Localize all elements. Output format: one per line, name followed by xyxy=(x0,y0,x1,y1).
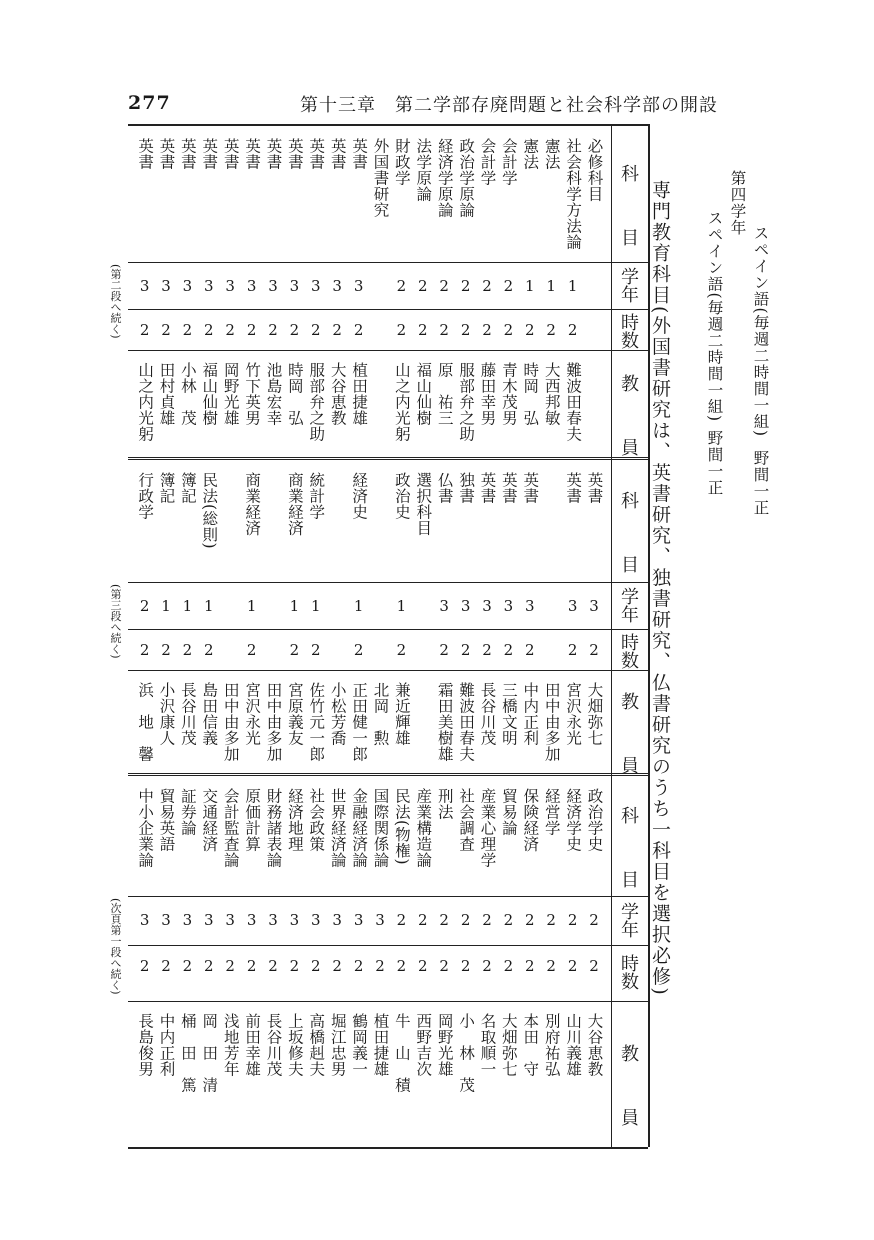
hours-cell: 2 xyxy=(182,321,193,339)
subject-cell: 世界経済論 xyxy=(328,788,347,868)
teacher-cell: 服部弁之助 xyxy=(307,362,326,442)
teacher-cell: 西野吉次 xyxy=(414,1013,433,1077)
subject-cell: 英書 xyxy=(307,138,326,170)
header-teacher: 教 員 xyxy=(618,373,639,470)
year-cell: 3 xyxy=(589,597,599,615)
teacher-cell: 中内正利 xyxy=(521,682,540,746)
subject-cell: 仏書 xyxy=(435,472,454,504)
hours-cell: 2 xyxy=(161,641,171,659)
page-number: 277 xyxy=(128,92,171,114)
year-cell: 2 xyxy=(525,911,535,929)
hours-cell: 2 xyxy=(589,641,599,659)
header-hours: 時数 xyxy=(618,954,639,990)
year-cell: 3 xyxy=(268,911,278,929)
band-divider xyxy=(128,582,648,583)
teacher-cell: 山之内光躬 xyxy=(136,362,155,442)
teacher-cell: 小林 茂 xyxy=(178,362,197,426)
hours-cell: 2 xyxy=(482,957,492,975)
hours-cell: 2 xyxy=(246,957,257,975)
subject-cell: 政治学原論 xyxy=(457,138,476,218)
hours-cell: 2 xyxy=(182,641,193,659)
note-spanish-1-teacher: 野間一正 xyxy=(751,450,770,516)
hours-cell: 2 xyxy=(503,641,514,659)
note-specialized-subjects: 専門教育科目(外国書研究は、英書研究、独書研究、仏書研究のうち一科目を選択必修) xyxy=(649,180,671,997)
teacher-cell: 難波田春夫 xyxy=(457,682,476,762)
hours-cell: 2 xyxy=(332,321,342,339)
year-cell: 1 xyxy=(396,597,407,615)
year-cell: 3 xyxy=(567,597,578,615)
teacher-cell: 時岡 弘 xyxy=(521,362,540,426)
teacher-cell: 田中由多加 xyxy=(221,682,240,762)
subject-cell: 国際関係論 xyxy=(371,788,390,868)
year-cell: 3 xyxy=(332,277,342,295)
teacher-cell: 宮沢永光 xyxy=(564,682,583,746)
subject-cell: 英書 xyxy=(564,472,583,504)
teacher-cell: 堀江忠男 xyxy=(328,1013,347,1077)
subject-cell: 英書 xyxy=(157,138,176,170)
year-cell: 1 xyxy=(161,597,171,615)
hours-cell: 2 xyxy=(332,957,342,975)
band-divider xyxy=(128,896,648,897)
teacher-cell: 田村貞雄 xyxy=(157,362,176,426)
hours-cell: 2 xyxy=(482,321,492,339)
year-cell: 1 xyxy=(182,597,193,615)
year-cell: 2 xyxy=(460,911,471,929)
teacher-cell: 長谷川茂 xyxy=(478,682,497,746)
teacher-cell: 名取順一 xyxy=(478,1013,497,1077)
subject-cell: 英書 xyxy=(521,472,540,504)
teacher-cell: 小松芳喬 xyxy=(328,682,347,746)
year-cell: 2 xyxy=(589,911,599,929)
hours-cell: 2 xyxy=(460,957,471,975)
subject-cell: 経済史 xyxy=(350,472,369,520)
hours-cell: 2 xyxy=(460,321,471,339)
teacher-cell: 植田捷雄 xyxy=(350,362,369,426)
subject-cell: 貿易英語 xyxy=(157,788,176,852)
teacher-cell: 前田幸雄 xyxy=(243,1013,262,1077)
hours-cell: 2 xyxy=(375,957,385,975)
hours-cell: 2 xyxy=(246,321,257,339)
teacher-cell: 時岡 弘 xyxy=(285,362,304,426)
teacher-cell: 長谷川茂 xyxy=(264,1013,283,1077)
year-cell: 2 xyxy=(503,911,514,929)
year-cell: 3 xyxy=(332,911,342,929)
year-cell: 2 xyxy=(439,277,449,295)
subject-cell: 中小企業論 xyxy=(136,788,155,868)
hours-cell: 2 xyxy=(161,957,171,975)
hours-cell: 2 xyxy=(418,957,428,975)
year-cell: 2 xyxy=(546,911,556,929)
subject-cell: 産業構造論 xyxy=(414,788,433,868)
band-divider xyxy=(128,945,648,946)
year-cell: 3 xyxy=(161,277,171,295)
year-cell: 3 xyxy=(289,911,300,929)
subject-cell: 政治学史 xyxy=(585,788,604,852)
subject-cell: 憲法 xyxy=(521,138,540,170)
subject-cell: 商業経済 xyxy=(285,472,304,536)
hours-cell: 2 xyxy=(268,321,278,339)
running-head: 第十三章 第二学部存廃問題と社会科学部の開設 xyxy=(300,95,718,116)
year-cell: 3 xyxy=(246,911,257,929)
year-cell: 2 xyxy=(396,277,407,295)
year-cell: 1 xyxy=(246,597,257,615)
subject-cell: 英書 xyxy=(200,138,219,170)
band-divider xyxy=(128,309,648,310)
year-cell: 3 xyxy=(439,597,449,615)
teacher-cell: 竹下英男 xyxy=(243,362,262,426)
continuation-note: (第二段へ続く) xyxy=(109,264,122,339)
subject-cell: 英書 xyxy=(350,138,369,170)
teacher-cell: 植田捷雄 xyxy=(371,1013,390,1077)
year-cell: 2 xyxy=(418,277,428,295)
year-cell: 3 xyxy=(139,911,150,929)
teacher-cell: 桶 田 篤 xyxy=(178,1013,197,1093)
hours-cell: 2 xyxy=(546,321,556,339)
teacher-cell: 別府祐弘 xyxy=(542,1013,561,1077)
teacher-cell: 岡野光雄 xyxy=(221,362,240,426)
hours-cell: 2 xyxy=(311,321,321,339)
year-cell: 3 xyxy=(182,277,193,295)
hours-cell: 2 xyxy=(289,321,300,339)
hours-cell: 2 xyxy=(396,321,407,339)
hours-cell: 2 xyxy=(204,641,214,659)
hours-cell: 2 xyxy=(439,321,449,339)
hours-cell: 2 xyxy=(268,957,278,975)
hours-cell: 2 xyxy=(353,957,364,975)
header-year: 学年 xyxy=(618,266,639,303)
hours-cell: 2 xyxy=(353,321,364,339)
teacher-cell: 長谷川茂 xyxy=(178,682,197,746)
teacher-cell: 岡 田 清 xyxy=(200,1013,219,1093)
year-cell: 3 xyxy=(161,911,171,929)
subject-cell: 簿記 xyxy=(157,472,176,504)
subject-cell: 会計学 xyxy=(499,138,518,186)
header-hours: 時数 xyxy=(618,633,639,669)
subject-cell: 民法(物権) xyxy=(392,788,411,866)
teacher-cell: 岡野光雄 xyxy=(435,1013,454,1077)
subject-cell: 法学原論 xyxy=(414,138,433,202)
hours-cell: 2 xyxy=(567,641,578,659)
year-cell: 3 xyxy=(353,911,364,929)
header-hours: 時数 xyxy=(618,313,639,349)
hours-cell: 2 xyxy=(546,957,556,975)
year-cell: 3 xyxy=(525,597,535,615)
subject-cell: 統計学 xyxy=(307,472,326,520)
subject-cell: 行政学 xyxy=(136,472,155,520)
teacher-cell: 宮沢永光 xyxy=(243,682,262,746)
teacher-cell: 本田 守 xyxy=(521,1013,540,1077)
teacher-cell: 正田健一郎 xyxy=(350,682,369,762)
continuation-note: (第三段へ続く) xyxy=(109,584,122,659)
subject-cell: 独書 xyxy=(457,472,476,504)
subject-cell: 貿易論 xyxy=(499,788,518,836)
hours-cell: 2 xyxy=(460,641,471,659)
teacher-cell: 三橋文明 xyxy=(499,682,518,746)
subject-cell: 英書 xyxy=(221,138,240,170)
year-cell: 2 xyxy=(418,911,428,929)
subject-cell: 財政学 xyxy=(392,138,411,186)
teacher-cell: 鶴岡義一 xyxy=(350,1013,369,1077)
teacher-cell: 兼近輝雄 xyxy=(392,682,411,746)
teacher-cell: 北岡 勲 xyxy=(371,682,390,746)
teacher-cell: 大畑弥七 xyxy=(585,682,604,746)
teacher-cell: 中内正利 xyxy=(157,1013,176,1077)
year-cell: 1 xyxy=(204,597,214,615)
header-subject: 科 目 xyxy=(618,491,639,587)
year-cell: 3 xyxy=(289,277,300,295)
teacher-cell: 大谷恵教 xyxy=(585,1013,604,1077)
hours-cell: 2 xyxy=(418,321,428,339)
header-teacher: 教 員 xyxy=(618,691,639,788)
hours-cell: 2 xyxy=(204,321,214,339)
hours-cell: 2 xyxy=(311,957,321,975)
hours-cell: 2 xyxy=(225,321,235,339)
hours-cell: 2 xyxy=(439,957,449,975)
subject-cell: 英書 xyxy=(264,138,283,170)
teacher-cell: 田中由多加 xyxy=(542,682,561,762)
header-teacher: 教 員 xyxy=(618,1044,639,1140)
teacher-cell: 難波田春夫 xyxy=(564,362,583,442)
year-cell: 3 xyxy=(225,277,235,295)
year-cell: 3 xyxy=(225,911,235,929)
hours-cell: 2 xyxy=(289,957,300,975)
hours-cell: 2 xyxy=(246,641,257,659)
year-cell: 3 xyxy=(311,911,321,929)
teacher-cell: 山川義雄 xyxy=(564,1013,583,1077)
note-spanish-2-teacher: 野間一正 xyxy=(705,430,724,496)
subject-cell: 英書 xyxy=(136,138,155,170)
year-cell: 3 xyxy=(353,277,364,295)
teacher-cell: 大畑弥七 xyxy=(499,1013,518,1077)
hours-cell: 2 xyxy=(182,957,193,975)
subject-cell: 英書 xyxy=(328,138,347,170)
year-cell: 3 xyxy=(182,911,193,929)
teacher-cell: 福山仙樹 xyxy=(200,362,219,426)
teacher-cell: 服部弁之助 xyxy=(457,362,476,442)
band-divider xyxy=(128,1001,648,1002)
teacher-cell: 長島俊男 xyxy=(136,1013,155,1077)
year-cell: 1 xyxy=(289,597,300,615)
teacher-cell: 島田信義 xyxy=(200,682,219,746)
header-subject: 科 目 xyxy=(618,806,639,902)
header-year: 学年 xyxy=(618,586,639,623)
subject-cell: 経済学史 xyxy=(564,788,583,852)
subject-cell: 交通経済 xyxy=(200,788,219,852)
year-cell: 3 xyxy=(375,911,385,929)
subject-cell: 産業心理学 xyxy=(478,788,497,868)
subject-cell: 証券論 xyxy=(178,788,197,836)
hours-cell: 2 xyxy=(139,321,150,339)
band-divider xyxy=(128,670,648,671)
subject-cell: 政治史 xyxy=(392,472,411,520)
teacher-cell: 上坂修夫 xyxy=(285,1013,304,1077)
subject-cell: 憲法 xyxy=(542,138,561,170)
subject-cell: 会計監査論 xyxy=(221,788,240,868)
teacher-cell: 藤田幸男 xyxy=(478,362,497,426)
year-cell: 3 xyxy=(311,277,321,295)
hours-cell: 2 xyxy=(289,641,300,659)
subject-cell: 経済地理 xyxy=(285,788,304,852)
hours-cell: 2 xyxy=(161,321,171,339)
subject-cell: 経済学原論 xyxy=(435,138,454,218)
year-cell: 2 xyxy=(460,277,471,295)
hours-cell: 2 xyxy=(589,957,599,975)
subject-cell: 英書 xyxy=(243,138,262,170)
subject-cell: 英書 xyxy=(478,472,497,504)
year-cell: 2 xyxy=(482,277,492,295)
header-subject: 科 目 xyxy=(618,164,639,260)
teacher-cell: 小 林 茂 xyxy=(457,1013,476,1093)
subject-cell: 商業経済 xyxy=(243,472,262,536)
hours-cell: 2 xyxy=(139,957,150,975)
year-cell: 3 xyxy=(204,911,214,929)
year-cell: 2 xyxy=(439,911,449,929)
subject-cell: 社会科学方法論 xyxy=(564,138,583,250)
hours-cell: 2 xyxy=(204,957,214,975)
band-divider xyxy=(128,262,648,263)
hours-cell: 2 xyxy=(396,641,407,659)
year-cell: 2 xyxy=(503,277,514,295)
year-cell: 2 xyxy=(396,911,407,929)
subject-cell: 必修科目 xyxy=(585,138,604,202)
continuation-note: (次頁第一段へ続く) xyxy=(109,898,122,995)
year-cell: 3 xyxy=(268,277,278,295)
teacher-cell: 浜 地 馨 xyxy=(136,682,155,762)
subject-cell: 英書 xyxy=(178,138,197,170)
teacher-cell: 大谷恵教 xyxy=(328,362,347,426)
year-cell: 3 xyxy=(246,277,257,295)
year-cell: 3 xyxy=(204,277,214,295)
hours-cell: 2 xyxy=(525,641,535,659)
note-spanish-1: スペイン語(毎週二時間一組) xyxy=(751,225,770,438)
hours-cell: 2 xyxy=(396,957,407,975)
band-divider xyxy=(128,629,648,630)
year-cell: 2 xyxy=(482,911,492,929)
hours-cell: 2 xyxy=(225,957,235,975)
hours-cell: 2 xyxy=(567,957,578,975)
note-year4: 第四学年 xyxy=(728,170,747,236)
subject-cell: 刑法 xyxy=(435,788,454,820)
note-spanish-2: スペイン語(毎週二時間一組) xyxy=(705,210,724,423)
band-divider xyxy=(128,350,648,351)
year-cell: 2 xyxy=(139,597,150,615)
hours-cell: 2 xyxy=(567,321,578,339)
subject-cell: 会計学 xyxy=(478,138,497,186)
subject-cell: 選択科目 xyxy=(414,472,433,536)
year-cell: 1 xyxy=(353,597,364,615)
teacher-cell: 大西邦敏 xyxy=(542,362,561,426)
subject-cell: 英書 xyxy=(585,472,604,504)
year-cell: 3 xyxy=(503,597,514,615)
hours-cell: 2 xyxy=(353,641,364,659)
hours-cell: 2 xyxy=(139,641,150,659)
year-cell: 3 xyxy=(482,597,492,615)
subject-cell: 保険経済 xyxy=(521,788,540,852)
hours-cell: 2 xyxy=(482,641,492,659)
subject-cell: 社会調査 xyxy=(457,788,476,852)
teacher-cell: 小沢康人 xyxy=(157,682,176,746)
hours-cell: 2 xyxy=(503,957,514,975)
teacher-cell: 青木茂男 xyxy=(499,362,518,426)
teacher-cell: 浅地芳年 xyxy=(221,1013,240,1077)
year-cell: 1 xyxy=(546,277,556,295)
header-year: 学年 xyxy=(618,901,639,938)
subject-cell: 英書 xyxy=(499,472,518,504)
subject-cell: 英書 xyxy=(285,138,304,170)
subject-cell: 社会政策 xyxy=(307,788,326,852)
year-cell: 2 xyxy=(567,911,578,929)
teacher-cell: 田中由多加 xyxy=(264,682,283,762)
subject-cell: 経営学 xyxy=(542,788,561,836)
hours-cell: 2 xyxy=(525,957,535,975)
year-cell: 1 xyxy=(311,597,321,615)
subject-cell: 金融経済論 xyxy=(350,788,369,868)
subject-cell: 財務諸表論 xyxy=(264,788,283,868)
teacher-cell: 高橋赳夫 xyxy=(307,1013,326,1077)
teacher-cell: 山之内光躬 xyxy=(392,362,411,442)
subject-cell: 簿記 xyxy=(178,472,197,504)
year-cell: 1 xyxy=(567,277,578,295)
hours-cell: 2 xyxy=(503,321,514,339)
hours-cell: 2 xyxy=(525,321,535,339)
teacher-cell: 佐竹元一郎 xyxy=(307,682,326,762)
subject-cell: 原価計算 xyxy=(243,788,262,852)
subject-cell: 民法(総則) xyxy=(200,472,219,550)
year-cell: 1 xyxy=(525,277,535,295)
year-cell: 3 xyxy=(139,277,150,295)
hours-cell: 2 xyxy=(311,641,321,659)
teacher-cell: 宮原義友 xyxy=(285,682,304,746)
teacher-cell: 原 祐三 xyxy=(435,362,454,426)
teacher-cell: 霜田美樹雄 xyxy=(435,682,454,762)
teacher-cell: 福山仙樹 xyxy=(414,362,433,426)
teacher-cell: 牛 山 積 xyxy=(392,1013,411,1093)
year-cell: 3 xyxy=(460,597,471,615)
subject-cell: 外国書研究 xyxy=(371,138,390,218)
hours-cell: 2 xyxy=(439,641,449,659)
teacher-cell: 池島宏幸 xyxy=(264,362,283,426)
